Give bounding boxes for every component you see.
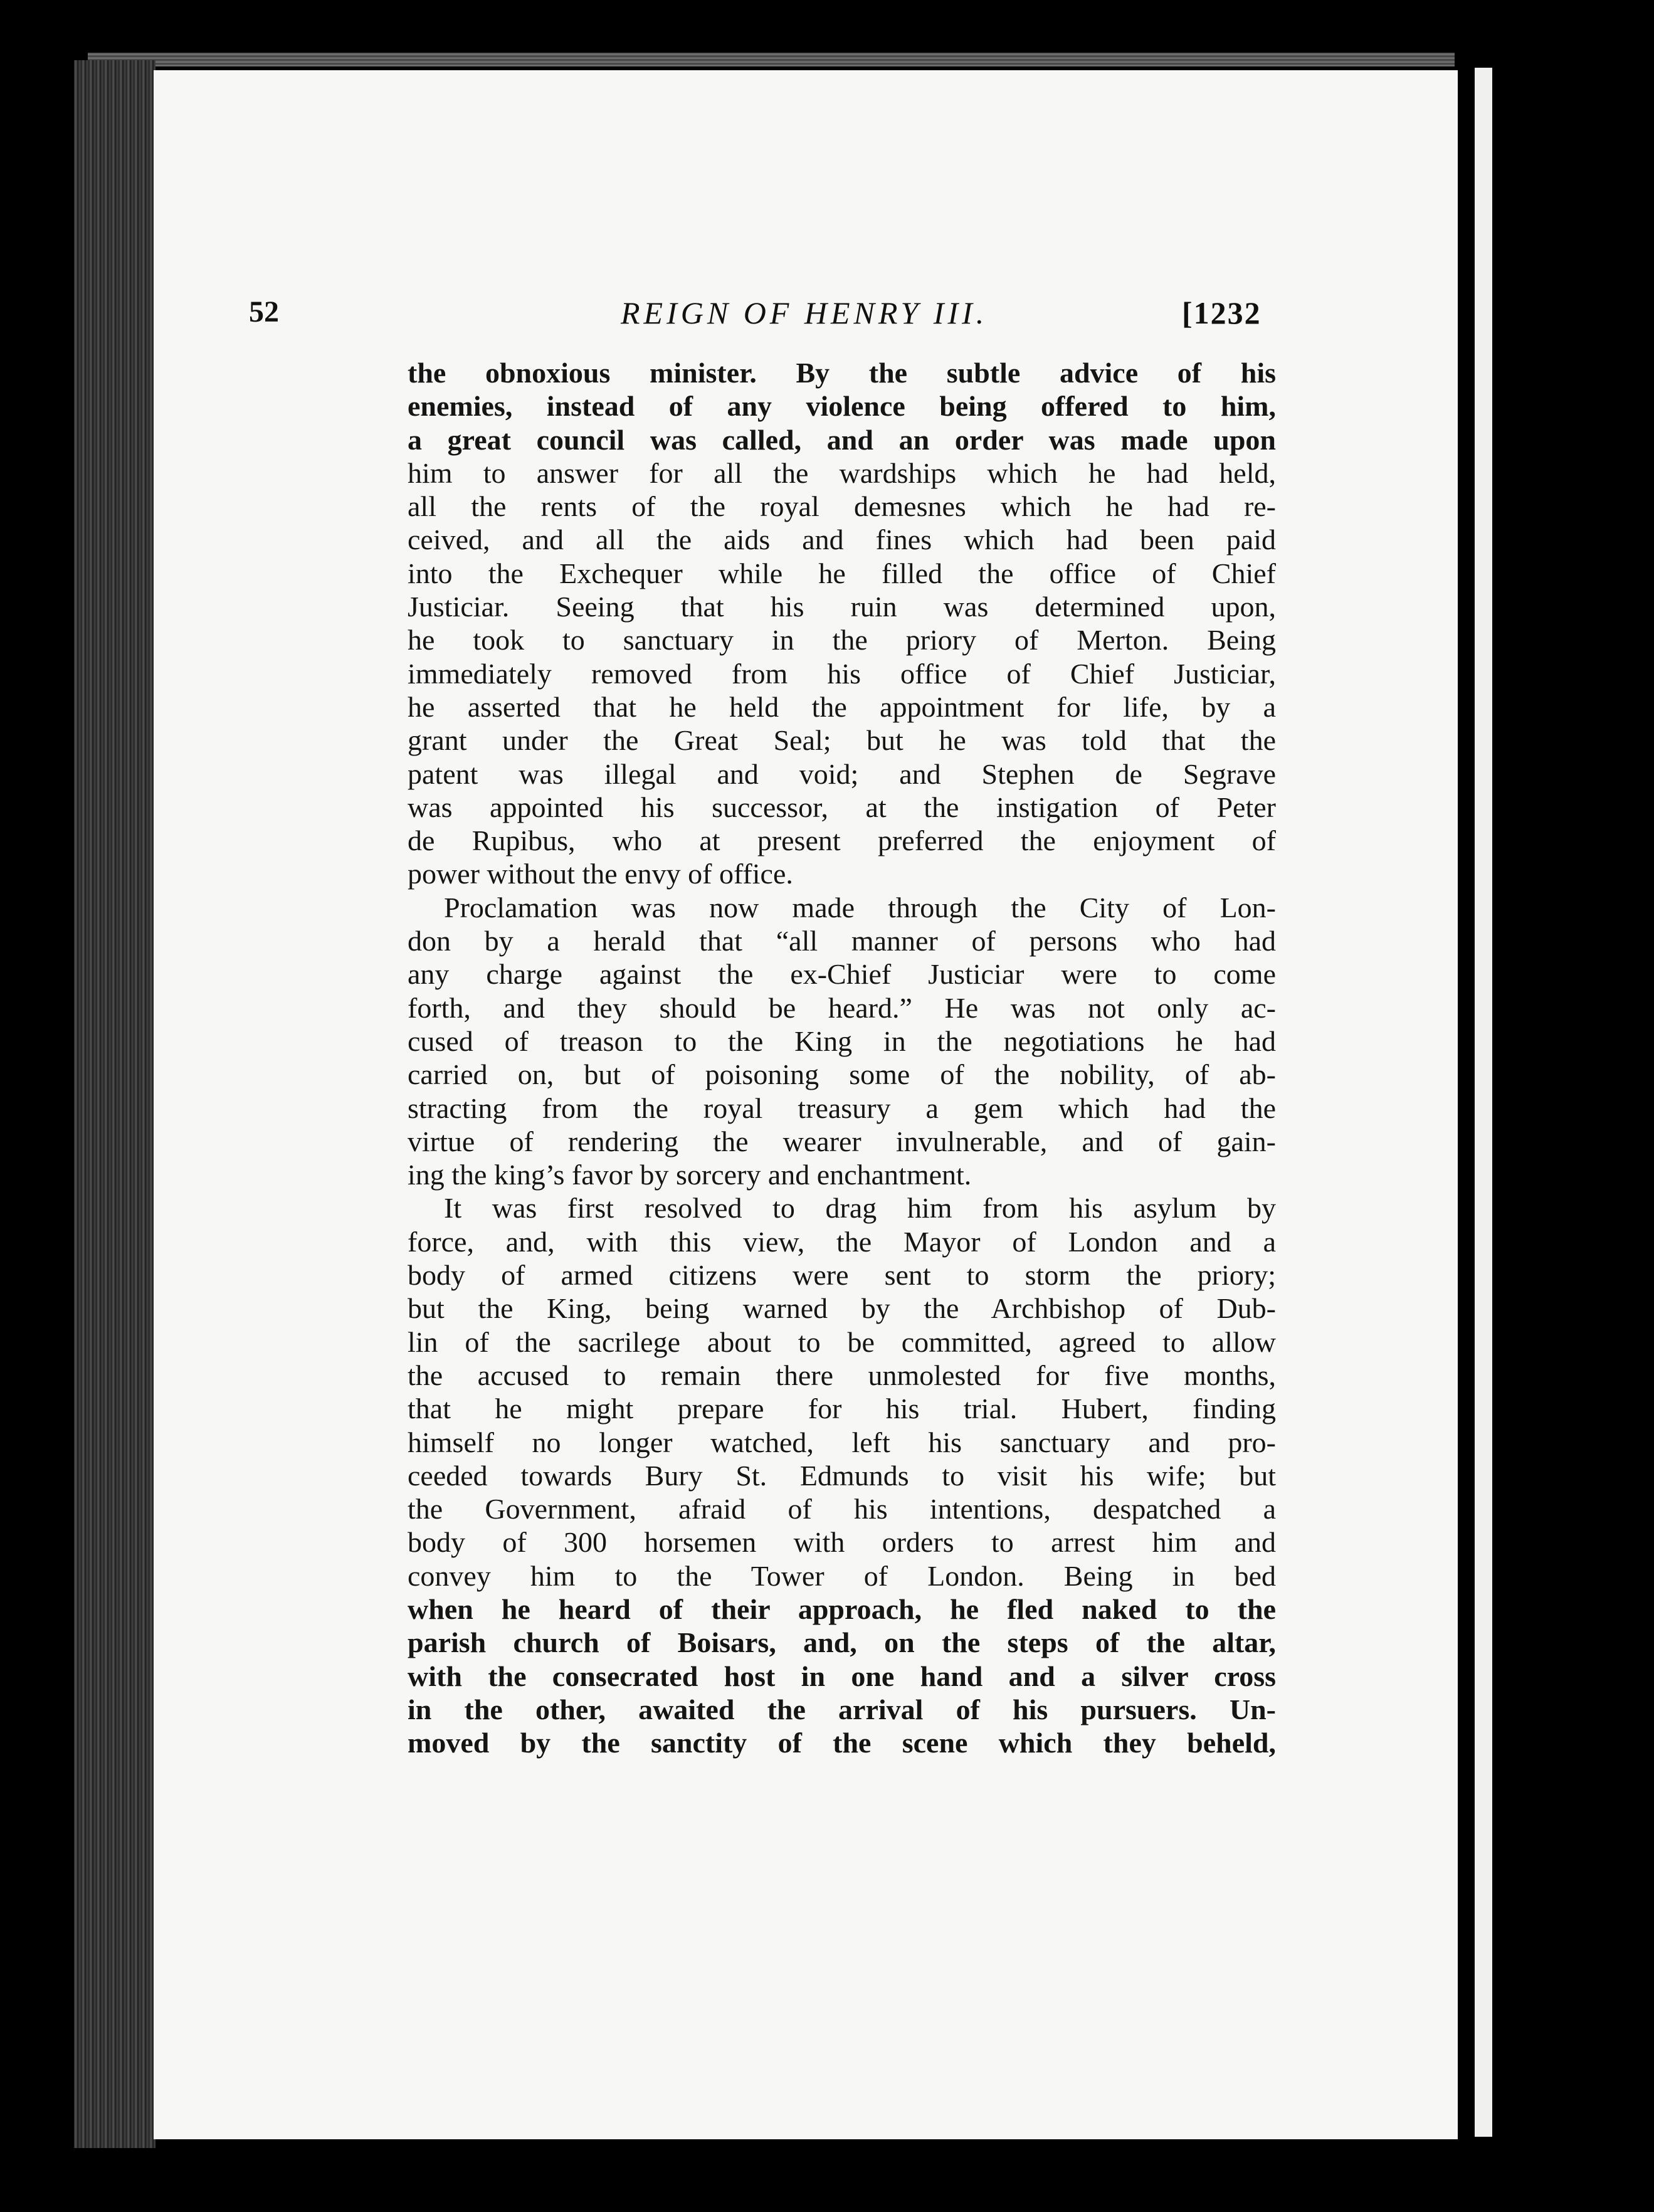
text-line: that he might prepare for his trial. Hubert, finding bbox=[408, 1393, 1276, 1425]
text-line: any charge against the ex-Chief Justiciar were to come bbox=[408, 958, 1276, 991]
text-line: a great council was called, and an order was made upon bbox=[408, 423, 1276, 456]
text-line: patent was illegal and void; and Stephen de Segrave bbox=[408, 757, 1276, 790]
text-line: him to answer for all the wardships which he had held, bbox=[408, 456, 1276, 489]
text-line: into the Exchequer while he filled the office of Chief bbox=[408, 557, 1276, 589]
running-head: REIGN OF HENRY III. bbox=[621, 295, 988, 330]
text-line: when he heard of their approach, he fled naked to the bbox=[408, 1593, 1276, 1625]
text-line: enemies, instead of any violence being offered to him, bbox=[408, 390, 1276, 423]
text-line: ing the king’s favor by sorcery and enchantment. bbox=[408, 1159, 972, 1191]
text-line: stracting from the royal treasury a gem which had the bbox=[408, 1092, 1276, 1124]
text-line: carried on, but of poisoning some of the nobility, of ab- bbox=[408, 1058, 1276, 1091]
text-line: himself no longer watched, left his sanctuary and pro- bbox=[408, 1426, 1276, 1458]
text-line: in the other, awaited the arrival of his pursuers. Un- bbox=[408, 1693, 1276, 1725]
text-line: but the King, being warned by the Archbishop of Dub- bbox=[408, 1292, 1276, 1325]
text-line: the Government, afraid of his intentions, despatched a bbox=[408, 1493, 1276, 1525]
paragraph bbox=[408, 356, 1276, 891]
text-line: don by a herald that “all manner of persons who had bbox=[408, 925, 1276, 957]
text-line: ceived, and all the aids and fines which had been paid bbox=[408, 524, 1276, 556]
text-line: virtue of rendering the wearer invulnerable, and of gain- bbox=[408, 1125, 1276, 1157]
text-line: cused of treason to the King in the negotiations he had bbox=[408, 1024, 1276, 1057]
body-text bbox=[408, 356, 1276, 1759]
facing-page-edge bbox=[1475, 68, 1492, 2137]
text-line: with the consecrated host in one hand and a silver cross bbox=[408, 1660, 1276, 1692]
text-line: parish church of Boisars, and, on the steps of the altar, bbox=[408, 1626, 1276, 1659]
paragraph bbox=[408, 891, 1276, 1192]
text-line: the accused to remain there unmolested for five months, bbox=[408, 1359, 1276, 1391]
text-line: was appointed his successor, at the instigation of Peter bbox=[408, 791, 1276, 823]
text-line: body of armed citizens were sent to storm the priory; bbox=[408, 1259, 1276, 1292]
text-line: moved by the sanctity of the scene which they beheld, bbox=[408, 1727, 1276, 1759]
text-line: ceeded towards Bury St. Edmunds to visit his wife; but bbox=[408, 1459, 1276, 1492]
page-stack-top-edge bbox=[88, 53, 1455, 66]
text-line: all the rents of the royal demesnes which he had re- bbox=[408, 490, 1276, 523]
paragraph bbox=[408, 1191, 1276, 1759]
year-marker: [1232 bbox=[1182, 295, 1262, 330]
text-line: lin of the sacrilege about to be committed, agreed to allow bbox=[408, 1325, 1276, 1358]
text-line: the obnoxious minister. By the subtle advice of his bbox=[408, 357, 1276, 389]
page-header bbox=[0, 295, 1654, 345]
text-line: Justiciar. Seeing that his ruin was determined upon, bbox=[408, 591, 1276, 623]
text-line: grant under the Great Seal; but he was told that the bbox=[408, 724, 1276, 757]
page-stack-spine bbox=[74, 60, 155, 2148]
page-number: 52 bbox=[249, 295, 279, 329]
text-line: forth, and they should be heard.” He was not only ac- bbox=[408, 991, 1276, 1024]
text-line: force, and, with this view, the Mayor of London and a bbox=[408, 1225, 1276, 1258]
text-line: body of 300 horsemen with orders to arrest him and bbox=[408, 1526, 1276, 1559]
text-line: he took to sanctuary in the priory of Merton. Being bbox=[408, 624, 1276, 656]
text-line: convey him to the Tower of London. Being in bed bbox=[408, 1559, 1276, 1592]
text-line: immediately removed from his office of Chief Justiciar, bbox=[408, 657, 1276, 690]
text-line: de Rupibus, who at present preferred the enjoyment of bbox=[408, 824, 1276, 857]
text-line: power without the envy of office. bbox=[408, 858, 793, 890]
text-line: It was first resolved to drag him from his asylum by bbox=[444, 1192, 1276, 1224]
text-line: he asserted that he held the appointment for life, by a bbox=[408, 690, 1276, 723]
text-line: Proclamation was now made through the City of Lon- bbox=[444, 891, 1276, 924]
